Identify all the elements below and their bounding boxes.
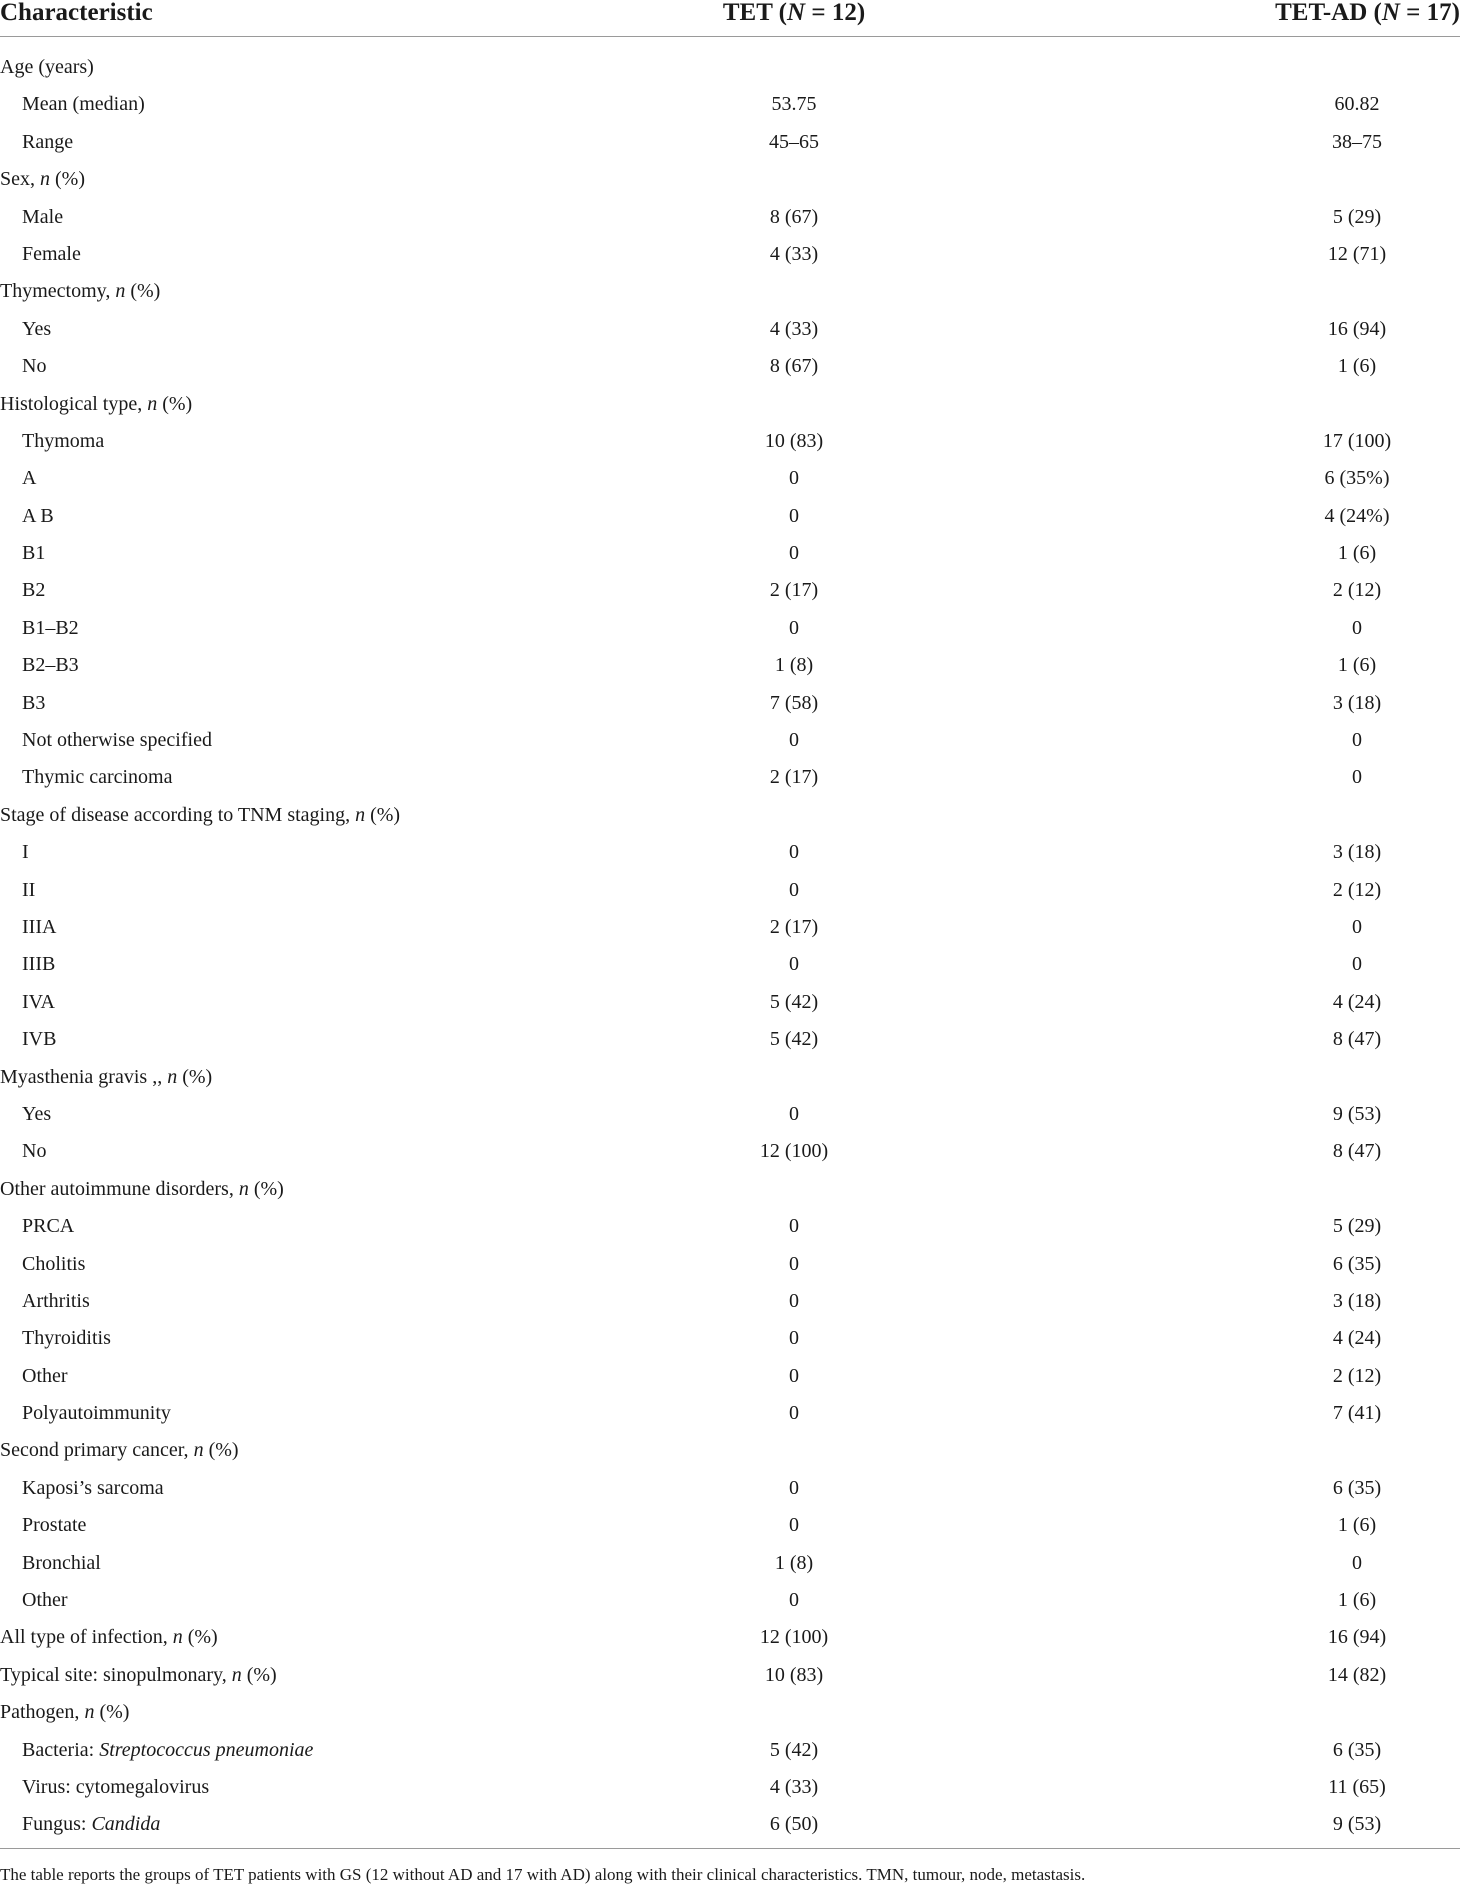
cell-tet: 0 (789, 1327, 799, 1350)
cell-tet: 4 (33) (769, 1775, 819, 1798)
header-tet (723, 0, 865, 28)
row-label-text: B2–B3 (22, 654, 79, 677)
table-row (0, 202, 1460, 239)
row-label (0, 389, 192, 419)
row-label-text: Not otherwise specified (22, 729, 212, 752)
row-label-suffix: (%) (50, 168, 85, 191)
table-row (0, 1286, 1460, 1323)
row-label-text: Thymoma (22, 429, 105, 452)
row-label-text: Thyroiditis (22, 1327, 111, 1350)
row-label (22, 575, 45, 605)
row-label-text: Thymic carcinoma (22, 766, 173, 789)
table-row (0, 912, 1460, 949)
cell-tet: 10 (83) (764, 1663, 824, 1686)
row-label-text: I (22, 841, 29, 864)
cell-tet-ad: 4 (24) (1332, 1327, 1382, 1350)
cell-tet-ad: 11 (65) (1328, 1775, 1386, 1798)
row-label (22, 613, 79, 643)
row-label (22, 1735, 313, 1765)
row-label (22, 351, 46, 381)
cell-tet-ad: 38–75 (1332, 130, 1382, 153)
row-label (22, 1323, 111, 1353)
table-row (0, 1361, 1460, 1398)
table-row (0, 688, 1460, 725)
cell-tet: 0 (789, 1289, 799, 1312)
cell-tet: 1 (8) (774, 1551, 814, 1574)
cell-tet: 0 (789, 878, 799, 901)
row-label-italic: n (147, 392, 158, 415)
cell-tet: 0 (789, 467, 799, 490)
row-label-text: No (22, 355, 47, 378)
row-label (22, 501, 54, 531)
table-row (0, 1211, 1460, 1248)
row-label-text: Histological type, (0, 392, 148, 415)
cell-tet-ad: 0 (1352, 616, 1362, 639)
header-tet-ad-suffix: = 17) (1399, 0, 1460, 26)
cell-tet-ad: 4 (24) (1332, 990, 1382, 1013)
row-label-italic: n (84, 1701, 95, 1724)
table-body (0, 52, 1460, 1847)
cell-tet: 0 (789, 1252, 799, 1275)
row-label-text: Female (22, 242, 81, 265)
table-row (0, 762, 1460, 799)
row-label (22, 127, 73, 157)
row-label-italic: n (355, 803, 366, 826)
row-label (22, 1398, 171, 1428)
table-row (0, 164, 1460, 201)
table-row (0, 463, 1460, 500)
row-label (22, 202, 63, 232)
table-row (0, 1772, 1460, 1809)
cell-tet: 0 (789, 953, 799, 976)
table-row (0, 1099, 1460, 1136)
row-label (22, 837, 29, 867)
row-label (22, 1809, 160, 1839)
row-label-text: Second primary cancer, (0, 1439, 194, 1462)
row-label-text: Polyautoimmunity (22, 1402, 171, 1425)
row-label-text: Yes (22, 317, 52, 340)
table-row (0, 575, 1460, 612)
cell-tet-ad: 3 (18) (1332, 691, 1382, 714)
cell-tet-ad: 1 (6) (1337, 1514, 1377, 1537)
row-label-text: Prostate (22, 1514, 87, 1537)
table-row (0, 837, 1460, 874)
cell-tet-ad: 0 (1352, 1551, 1362, 1574)
row-label-text: Other (22, 1364, 68, 1387)
cell-tet: 10 (83) (764, 429, 824, 452)
cell-tet-ad: 1 (6) (1337, 542, 1377, 565)
cell-tet-ad: 0 (1352, 915, 1362, 938)
row-label-text: Male (22, 205, 64, 228)
header-characteristic: Characteristic (0, 0, 153, 26)
row-label-suffix: (%) (365, 803, 401, 826)
cell-tet-ad: 1 (6) (1337, 654, 1377, 677)
table-row (0, 1024, 1460, 1061)
table-row (0, 426, 1460, 463)
table-footnote: The table reports the groups of TET patients with GS (12 without AD and 17 with AD) along with their clinical characteristics. TMN, tumour, node, metastasis. (0, 1865, 1086, 1884)
cell-tet-ad: 6 (35) (1332, 1476, 1382, 1499)
cell-tet: 8 (67) (769, 355, 819, 378)
cell-tet: 0 (789, 729, 799, 752)
cell-tet-ad: 0 (1352, 729, 1362, 752)
row-label (0, 164, 85, 194)
row-label-text: Pathogen, (0, 1701, 85, 1724)
row-label-italic: Streptococcus pneumoniae (99, 1738, 314, 1761)
row-label (0, 1174, 284, 1204)
row-label (0, 1062, 212, 1092)
row-label-italic: n (238, 1177, 249, 1200)
table-row (0, 1510, 1460, 1547)
table-row (0, 1548, 1460, 1585)
row-label-text: Myasthenia gravis ,, (0, 1065, 168, 1088)
row-label-italic: n (231, 1663, 242, 1686)
row-label-suffix: (%) (203, 1439, 239, 1462)
row-label (0, 800, 400, 830)
row-label-suffix: (%) (177, 1065, 213, 1088)
cell-tet: 0 (789, 1476, 799, 1499)
cell-tet: 53.75 (771, 93, 817, 116)
row-label-italic: n (115, 280, 126, 303)
cell-tet: 0 (789, 841, 799, 864)
row-label (22, 1510, 86, 1540)
cell-tet-ad: 7 (41) (1332, 1402, 1382, 1425)
cell-tet-ad: 8 (47) (1332, 1028, 1382, 1051)
row-label (0, 1697, 129, 1727)
cell-tet-ad: 6 (35) (1332, 1738, 1382, 1761)
cell-tet-ad: 1 (6) (1337, 1589, 1377, 1612)
row-label-text: Yes (22, 1102, 52, 1125)
table-row (0, 949, 1460, 986)
table-row (0, 1398, 1460, 1435)
row-label (0, 1435, 239, 1465)
row-label-text: All type of infection, (0, 1626, 173, 1649)
cell-tet-ad: 2 (12) (1332, 1364, 1382, 1387)
cell-tet-ad: 2 (12) (1332, 878, 1382, 901)
row-label (22, 1211, 74, 1241)
table-row (0, 1585, 1460, 1622)
row-label-italic: n (167, 1065, 178, 1088)
row-label (22, 1099, 51, 1129)
cell-tet-ad: 3 (18) (1332, 1289, 1382, 1312)
cell-tet-ad: 9 (53) (1332, 1813, 1382, 1836)
table-row (0, 1323, 1460, 1360)
row-label (22, 725, 212, 755)
row-label-text: Bacteria: (22, 1738, 100, 1761)
row-label-text: PRCA (22, 1215, 75, 1238)
row-label-text: Fungus: (22, 1813, 92, 1836)
cell-tet-ad: 0 (1352, 766, 1362, 789)
row-label (22, 650, 79, 680)
row-label-italic: n (193, 1439, 204, 1462)
row-label (22, 1473, 164, 1503)
table-row (0, 351, 1460, 388)
cell-tet: 2 (17) (769, 766, 819, 789)
cell-tet-ad: 12 (71) (1327, 242, 1387, 265)
table-row (0, 314, 1460, 351)
header-tet-prefix: TET ( (722, 0, 788, 26)
cell-tet-ad: 6 (35) (1332, 1252, 1382, 1275)
cell-tet: 0 (789, 1514, 799, 1537)
row-label-suffix: (%) (248, 1177, 284, 1200)
table-row (0, 1435, 1460, 1472)
row-label (22, 314, 51, 344)
cell-tet: 8 (67) (769, 205, 819, 228)
row-label-text: IIIB (22, 953, 56, 976)
row-label (22, 762, 173, 792)
row-label (0, 1660, 277, 1690)
cell-tet: 4 (33) (769, 317, 819, 340)
cell-tet-ad: 17 (100) (1322, 429, 1392, 452)
table-row (0, 650, 1460, 687)
cell-tet: 5 (42) (769, 1738, 819, 1761)
cell-tet: 0 (789, 616, 799, 639)
row-label (22, 239, 81, 269)
row-label (22, 987, 55, 1017)
row-label-text: A B (22, 504, 54, 527)
table-row (0, 1697, 1460, 1734)
row-label-text: B3 (22, 691, 46, 714)
row-label (22, 463, 36, 493)
row-label-italic: n (40, 168, 50, 191)
row-label (22, 949, 55, 979)
row-label (22, 1772, 209, 1802)
cell-tet: 6 (50) (769, 1813, 819, 1836)
row-label (22, 912, 56, 942)
row-label-text: Cholitis (22, 1252, 86, 1275)
table-row (0, 538, 1460, 575)
table-row (0, 725, 1460, 762)
row-label-text: B1 (22, 542, 46, 565)
table-row (0, 1249, 1460, 1286)
row-label-suffix: (%) (157, 392, 193, 415)
header-tet-suffix: = 12) (805, 0, 866, 26)
row-label-text: Kaposi’s sarcoma (22, 1476, 164, 1499)
row-label-text: Thymectomy, (0, 280, 116, 303)
cell-tet-ad: 60.82 (1334, 93, 1380, 116)
row-label (0, 1622, 218, 1652)
cell-tet-ad: 9 (53) (1332, 1102, 1382, 1125)
row-label-text: Sex, (0, 168, 40, 191)
row-label-text: IVA (22, 990, 55, 1013)
table-row (0, 1136, 1460, 1173)
table-row (0, 1062, 1460, 1099)
cell-tet: 5 (42) (769, 1028, 819, 1051)
table-row (0, 52, 1460, 89)
row-label-suffix: (%) (94, 1701, 130, 1724)
row-label-text: A (22, 467, 37, 490)
table-row (0, 1735, 1460, 1772)
row-label-text: Other autoimmune disorders, (0, 1177, 239, 1200)
row-label-text: Typical site: sinopulmonary, (0, 1663, 232, 1686)
row-label-text: Mean (median) (22, 93, 145, 116)
row-label (22, 426, 104, 456)
row-label (22, 875, 35, 905)
cell-tet: 4 (33) (769, 242, 819, 265)
cell-tet: 0 (789, 542, 799, 565)
header-tet-ad-n: N (1381, 0, 1400, 26)
table-row (0, 127, 1460, 164)
table-row (0, 389, 1460, 426)
cell-tet: 12 (100) (759, 1626, 829, 1649)
cell-tet: 0 (789, 1402, 799, 1425)
cell-tet-ad: 2 (12) (1332, 579, 1382, 602)
row-label-text: Stage of disease according to TNM staging, (0, 803, 356, 826)
row-label-text: II (22, 878, 36, 901)
cell-tet-ad: 16 (94) (1327, 1626, 1387, 1649)
row-label (22, 1024, 56, 1054)
table-row (0, 501, 1460, 538)
row-label-text: Range (22, 130, 74, 153)
row-label (22, 89, 145, 119)
cell-tet: 0 (789, 504, 799, 527)
cell-tet-ad: 5 (29) (1332, 205, 1382, 228)
cell-tet-ad: 4 (24%) (1324, 504, 1390, 527)
cell-tet: 2 (17) (769, 579, 819, 602)
row-label-text: B1–B2 (22, 616, 79, 639)
row-label (22, 1286, 90, 1316)
header-tet-n: N (787, 0, 806, 26)
cell-tet: 7 (58) (769, 691, 819, 714)
table-header (0, 0, 1460, 37)
table-row (0, 239, 1460, 276)
cell-tet: 0 (789, 1589, 799, 1612)
row-label (22, 1249, 85, 1279)
row-label-text: Virus: cytomegalovirus (22, 1775, 210, 1798)
row-label-text: Age (years) (0, 56, 94, 78)
table-row (0, 1174, 1460, 1211)
cell-tet: 0 (789, 1364, 799, 1387)
cell-tet: 0 (789, 1102, 799, 1125)
header-tet-ad (1275, 0, 1460, 28)
row-label-text: B2 (22, 579, 46, 602)
row-label-text: No (22, 1140, 47, 1163)
row-label (22, 538, 45, 568)
row-label-text: IIIA (22, 915, 57, 938)
row-label-text: Other (22, 1589, 68, 1612)
header-tet-ad-prefix: TET-AD ( (1275, 0, 1382, 26)
cell-tet: 5 (42) (769, 990, 819, 1013)
row-label (0, 52, 94, 82)
cell-tet-ad: 16 (94) (1327, 317, 1387, 340)
cell-tet: 0 (789, 1215, 799, 1238)
cell-tet: 45–65 (769, 130, 819, 153)
row-label (22, 1136, 46, 1166)
cell-tet-ad: 3 (18) (1332, 841, 1382, 864)
row-label (22, 1361, 68, 1391)
cell-tet-ad: 8 (47) (1332, 1140, 1382, 1163)
row-label (0, 276, 160, 306)
footer-divider (0, 1848, 1460, 1849)
table-row (0, 613, 1460, 650)
row-label-suffix: (%) (241, 1663, 277, 1686)
table-row (0, 1622, 1460, 1659)
row-label-italic: Candida (91, 1813, 161, 1836)
table-row (0, 1473, 1460, 1510)
cell-tet-ad: 0 (1352, 953, 1362, 976)
row-label-text: IVB (22, 1028, 57, 1051)
table-row (0, 1660, 1460, 1697)
cell-tet-ad: 5 (29) (1332, 1215, 1382, 1238)
table-row (0, 800, 1460, 837)
row-label (22, 1585, 68, 1615)
row-label-text: Bronchial (22, 1551, 101, 1574)
row-label-italic: n (172, 1626, 183, 1649)
cell-tet-ad: 14 (82) (1327, 1663, 1387, 1686)
row-label-suffix: (%) (125, 280, 161, 303)
row-label (22, 1548, 101, 1578)
row-label (22, 688, 45, 718)
table-row (0, 987, 1460, 1024)
table-row (0, 89, 1460, 126)
table-row (0, 1809, 1460, 1846)
table-row (0, 276, 1460, 313)
cell-tet-ad: 6 (35%) (1324, 467, 1390, 490)
row-label-text: Arthritis (22, 1289, 90, 1312)
table-row (0, 875, 1460, 912)
row-label-suffix: (%) (182, 1626, 218, 1649)
cell-tet-ad: 1 (6) (1337, 355, 1377, 378)
cell-tet: 2 (17) (769, 915, 819, 938)
cell-tet: 12 (100) (759, 1140, 829, 1163)
cell-tet: 1 (8) (774, 654, 814, 677)
